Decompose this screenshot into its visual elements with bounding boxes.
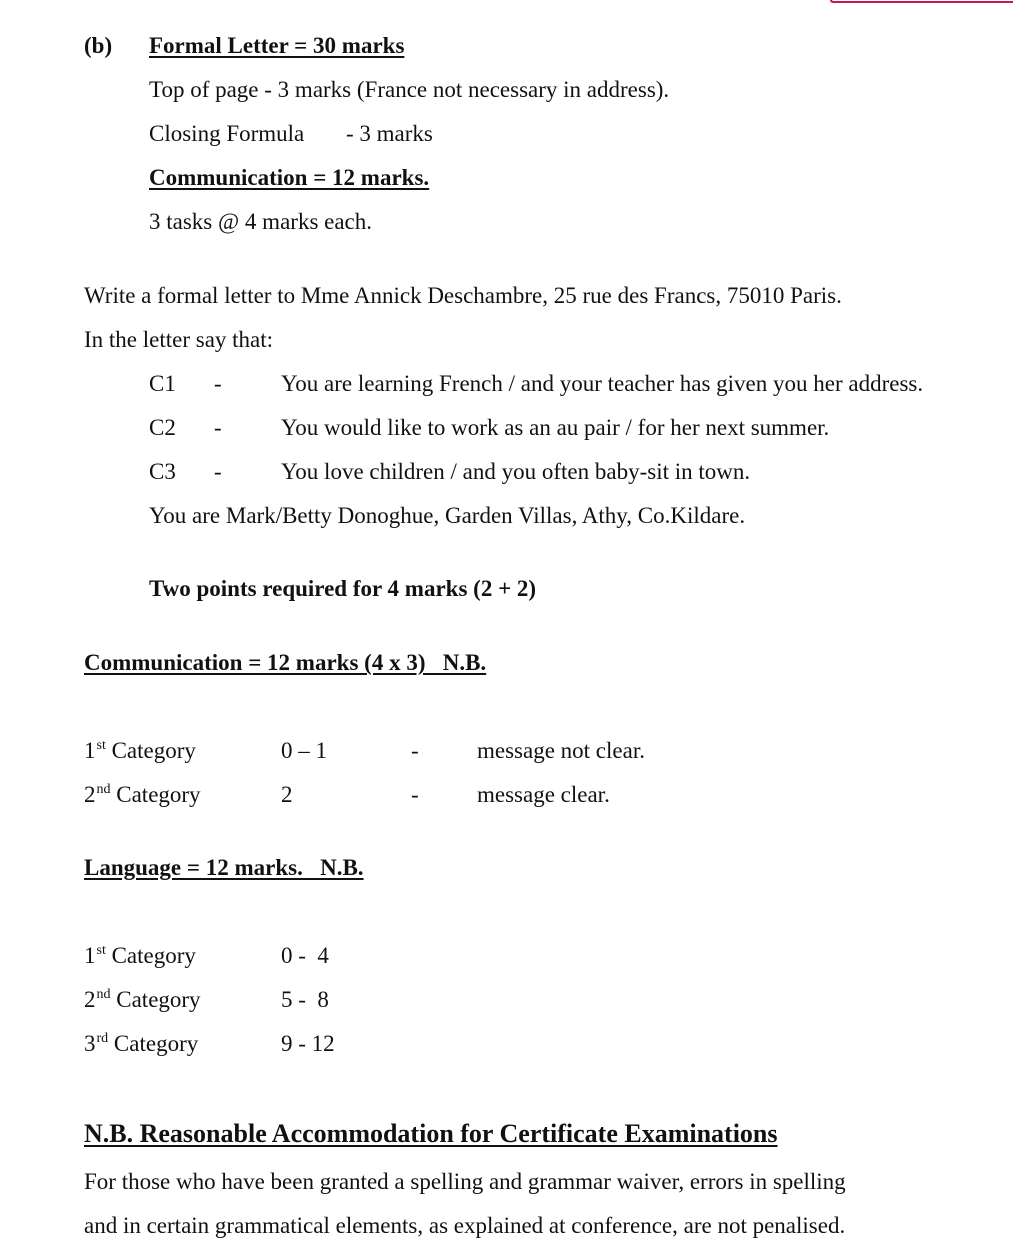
communication-marks-heading: Communication = 12 marks.: [149, 165, 430, 190]
point-code: C1: [149, 371, 176, 396]
accommodation-heading: N.B. Reasonable Accommodation for Certificate Examinations: [84, 1119, 778, 1148]
communication-heading: Communication = 12 marks (4 x 3) N.B.: [84, 650, 487, 675]
category-label: 1st Category: [84, 943, 196, 968]
category-range: 9 - 12: [281, 1031, 335, 1056]
top-of-page-line: Top of page - 3 marks (France not necessary in address).: [149, 77, 670, 102]
point-dash: -: [214, 371, 222, 396]
accommodation-line: and in certain grammatical elements, as explained at conference, are not penalised.: [84, 1213, 846, 1238]
point-code: C3: [149, 459, 176, 484]
category-dash: -: [411, 782, 419, 807]
closing-formula-label: Closing Formula: [149, 121, 305, 146]
language-heading: Language = 12 marks. N.B.: [84, 855, 364, 880]
category-desc: message clear.: [477, 782, 610, 807]
identity-line: You are Mark/Betty Donoghue, Garden Villas, Athy, Co.Kildare.: [149, 503, 746, 528]
point-dash: -: [214, 459, 222, 484]
category-range: 5 - 8: [281, 987, 329, 1012]
task-instruction: Write a formal letter to Mme Annick Deschambre, 25 rue des Francs, 75010 Paris.: [84, 283, 842, 308]
tasks-note: 3 tasks @ 4 marks each.: [149, 209, 373, 234]
point-dash: -: [214, 415, 222, 440]
category-label: 1st Category: [84, 738, 196, 763]
point-text: You love children / and you often baby-sit in town.: [281, 459, 751, 484]
category-desc: message not clear.: [477, 738, 645, 763]
point-text: You would like to work as an au pair / for her next summer.: [281, 415, 830, 440]
task-lead: In the letter say that:: [84, 327, 274, 352]
point-code: C2: [149, 415, 176, 440]
page-corner-mark: [830, 0, 1013, 3]
category-label: 2nd Category: [84, 782, 201, 807]
category-label: 3rd Category: [84, 1031, 199, 1056]
point-text: You are learning French / and your teacher has given you her address.: [281, 371, 924, 396]
formal-letter-heading: Formal Letter = 30 marks: [149, 33, 405, 58]
part-label: (b): [84, 33, 113, 58]
category-label: 2nd Category: [84, 987, 201, 1012]
category-dash: -: [411, 738, 419, 763]
closing-formula-marks: - 3 marks: [346, 121, 433, 146]
category-range: 0 – 1: [281, 738, 327, 763]
category-range: 0 - 4: [281, 943, 329, 968]
category-range: 2: [281, 782, 293, 807]
accommodation-line: For those who have been granted a spelling and grammar waiver, errors in spelling: [84, 1169, 846, 1194]
requirement-line: Two points required for 4 marks (2 + 2): [149, 576, 537, 601]
